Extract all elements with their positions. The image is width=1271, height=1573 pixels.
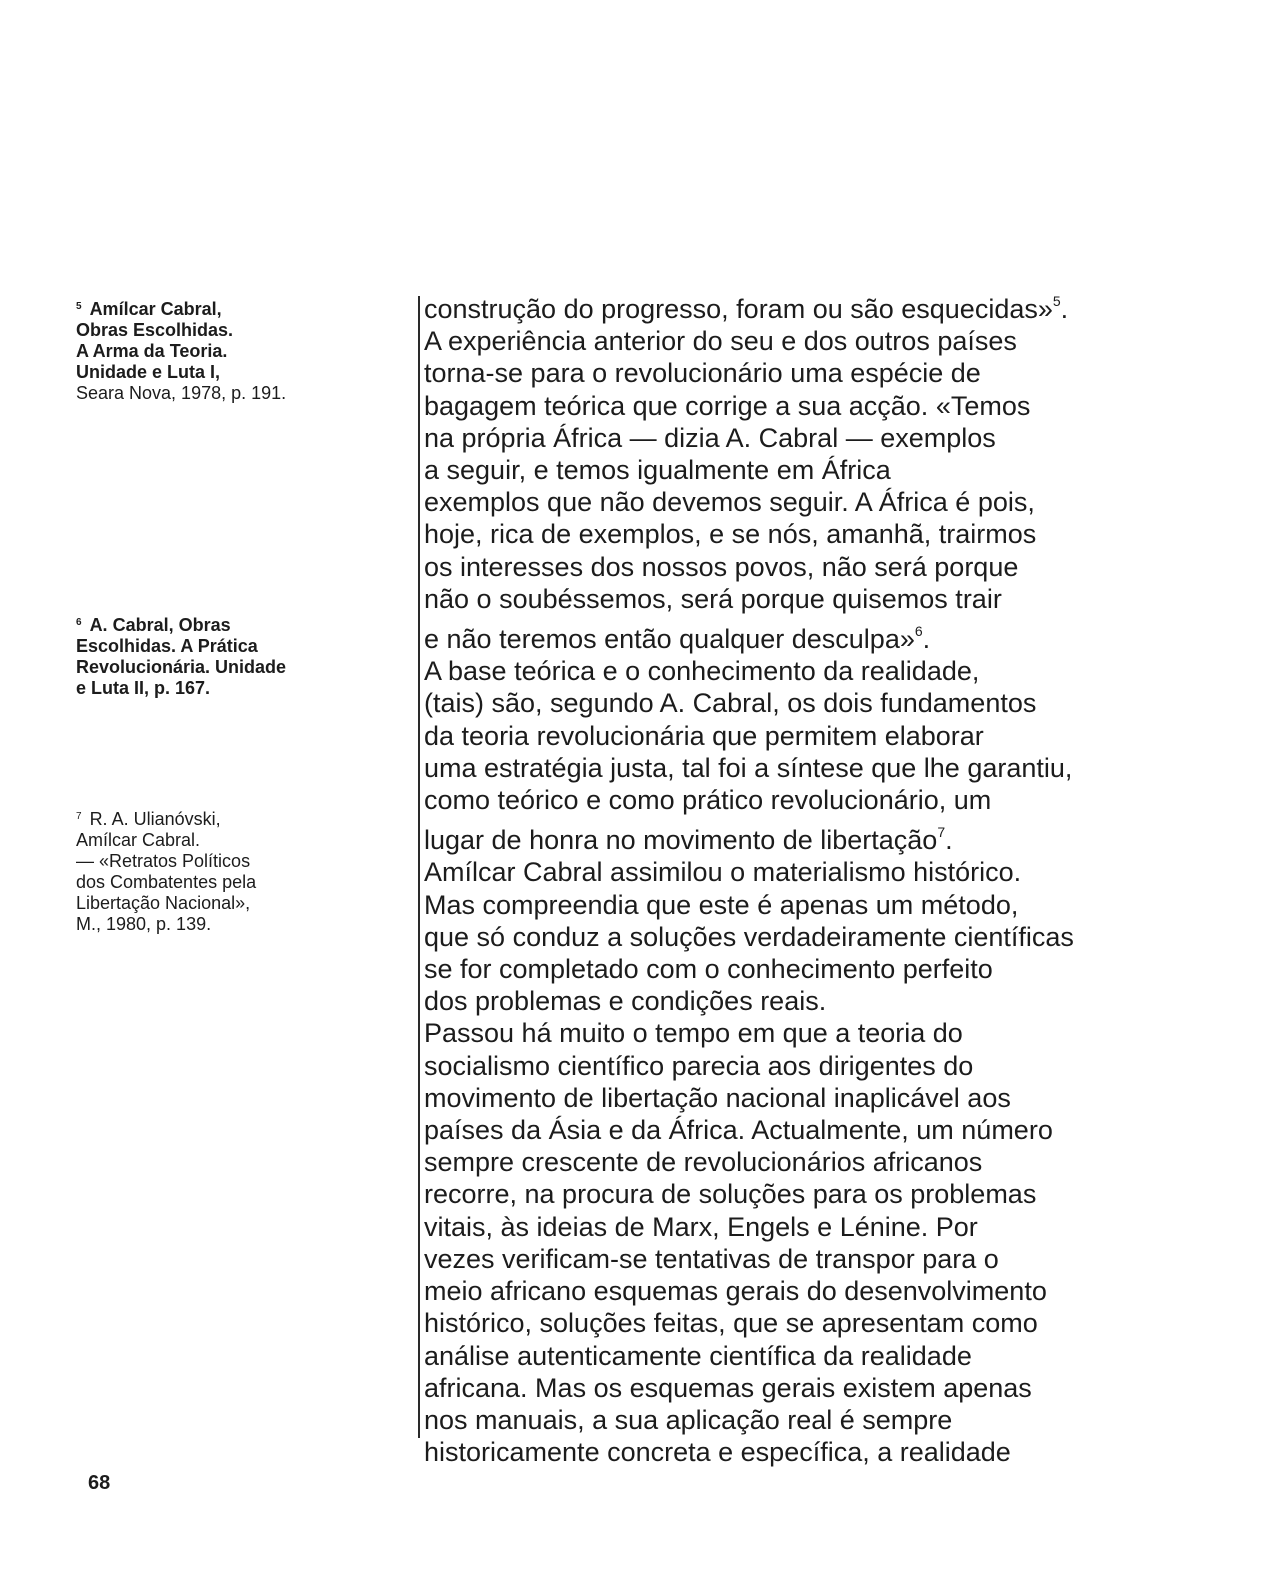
text-line-content: Amílcar Cabral assimilou o materialismo histórico. [424, 857, 1022, 888]
text-line-content: lugar de honra no movimento de libertação [424, 825, 938, 856]
body-text [424, 285, 1244, 1468]
text-line [424, 1340, 1244, 1372]
footnote-text: e Luta II, p. 167. [76, 678, 211, 698]
text-line [424, 816, 1244, 856]
text-line-content: bagagem teórica que corrige a sua acção. «Temos [424, 390, 1031, 421]
footnote-text: Unidade e Luta I, [76, 362, 221, 382]
text-line-content: socialismo científico parecia aos dirigentes do [424, 1050, 974, 1081]
footnote-line [76, 806, 376, 830]
text-line-content: dos problemas e condições reais. [424, 986, 827, 1017]
text-line-content: A experiência anterior do seu e dos outros países [424, 326, 1017, 357]
text-line-content: na própria África — dizia A. Cabral — exemplos [424, 422, 996, 453]
text-line-content: não o soubéssemos, será porque quisemos trair [424, 583, 1002, 614]
footnote-line [76, 341, 376, 362]
text-line [424, 1146, 1244, 1178]
footnote-text: M., 1980, p. 139. [76, 914, 212, 934]
text-line-content: uma estratégia justa, tal foi a síntese que lhe garantiu, [424, 752, 1073, 783]
text-line [424, 390, 1244, 422]
text-line-content: exemplos que não devemos seguir. A África é pois, [424, 487, 1035, 518]
footnote-line [76, 296, 376, 320]
footnote-line [76, 383, 376, 404]
text-line-content: nos manuais, a sua aplicação real é sempre [424, 1404, 953, 1435]
text-line [424, 1436, 1244, 1468]
text-line-content: torna-se para o revolucionário uma espécie de [424, 358, 981, 389]
footnote-text: Obras Escolhidas. [76, 320, 234, 340]
footnote-line [76, 678, 376, 699]
footnote-text: Amílcar Cabral. [76, 830, 201, 850]
text-line-content: se for completado com o conhecimento perfeito [424, 954, 993, 985]
text-line [424, 583, 1244, 615]
text-line [424, 655, 1244, 687]
text-line [424, 1404, 1244, 1436]
text-line-content: vitais, às ideias de Marx, Engels e Lénine. Por [424, 1211, 978, 1242]
footnote-line [76, 320, 376, 341]
text-line [424, 1178, 1244, 1210]
text-line [424, 1050, 1244, 1082]
text-line [424, 752, 1244, 784]
footnote-text: Seara Nova, 1978, p. 191. [76, 383, 287, 403]
footnote-text: A. Cabral, Obras [89, 615, 231, 635]
footnote-7 [76, 806, 376, 935]
footnote-marker: 7 [76, 811, 82, 822]
footnote-line [76, 893, 376, 914]
footnote-marker: 6 [76, 617, 82, 628]
text-line-content: (tais) são, segundo A. Cabral, os dois fundamentos [424, 688, 1037, 719]
footnote-line [76, 851, 376, 872]
text-line-punctuation: . [922, 624, 931, 655]
text-line [424, 921, 1244, 953]
text-line [424, 1243, 1244, 1275]
footnote-reference: 6 [914, 623, 923, 640]
text-line-content: vezes verificam-se tentativas de transpor para o [424, 1243, 999, 1274]
footnote-text: Amílcar Cabral, [89, 299, 222, 319]
text-line [424, 856, 1244, 888]
column-divider [418, 296, 420, 1438]
text-line [424, 551, 1244, 583]
text-line [424, 285, 1244, 325]
footnote-text: R. A. Ulianóvski, [89, 809, 221, 829]
footnote-text: dos Combatentes pela [76, 872, 257, 892]
text-line [424, 985, 1244, 1017]
text-line [424, 1114, 1244, 1146]
text-line [424, 1372, 1244, 1404]
text-line-content: Passou há muito o tempo em que a teoria do [424, 1018, 963, 1049]
text-line-content: análise autenticamente científica da realidade [424, 1340, 972, 1371]
footnote-marker: 5 [76, 301, 82, 312]
footnote-6 [76, 612, 376, 699]
text-line-punctuation: . [945, 825, 953, 856]
text-line [424, 486, 1244, 518]
footnote-text: Escolhidas. A Prática [76, 636, 258, 656]
text-line-content: sempre crescente de revolucionários africanos [424, 1147, 983, 1178]
text-line [424, 422, 1244, 454]
text-line-content: meio africano esquemas gerais do desenvolvimento [424, 1276, 1047, 1307]
text-line-content: e não teremos então qualquer desculpa» [424, 624, 915, 655]
footnote-line [76, 636, 376, 657]
text-line [424, 1211, 1244, 1243]
footnote-text: — «Retratos Políticos [76, 851, 251, 871]
text-line-content: recorre, na procura de soluções para os problemas [424, 1179, 1037, 1210]
text-line-content: construção do progresso, foram ou são esquecidas» [424, 294, 1053, 324]
footnote-5 [76, 296, 376, 404]
footnote-reference: 7 [937, 824, 946, 841]
footnote-line [76, 612, 376, 636]
text-line [424, 325, 1244, 357]
page-number: 68 [88, 1472, 111, 1494]
text-line [424, 1307, 1244, 1339]
text-line-content: histórico, soluções feitas, que se apresentam como [424, 1308, 1038, 1339]
text-line-content: da teoria revolucionária que permitem elaborar [424, 720, 984, 751]
text-line-content: historicamente concreta e específica, a realidade [424, 1437, 1011, 1468]
text-line-content: os interesses dos nossos povos, não será porque [424, 551, 1019, 582]
footnote-reference: 5 [1052, 293, 1061, 309]
footnote-text: Libertação Nacional», [76, 893, 251, 913]
text-line [424, 889, 1244, 921]
text-line [424, 720, 1244, 752]
text-line-content: hoje, rica de exemplos, e se nós, amanhã, trairmos [424, 519, 1037, 550]
text-line-content: movimento de libertação nacional inaplicável aos [424, 1082, 1011, 1113]
text-line [424, 615, 1244, 655]
text-line-content: que só conduz a soluções verdadeiramente científicas [424, 921, 1074, 952]
text-line [424, 357, 1244, 389]
footnote-line [76, 872, 376, 893]
text-line-content: países da Ásia e da África. Actualmente, um número [424, 1115, 1053, 1146]
text-line-punctuation: . [1060, 294, 1069, 324]
footnote-line [76, 657, 376, 678]
footnote-line [76, 830, 376, 851]
text-line-content: africana. Mas os esquemas gerais existem apenas [424, 1372, 1032, 1403]
text-line [424, 1017, 1244, 1049]
text-line-content: como teórico e como prático revolucionário, um [424, 785, 992, 816]
text-line [424, 687, 1244, 719]
text-line-content: Mas compreendia que este é apenas um método, [424, 889, 1019, 920]
footnote-line [76, 914, 376, 935]
footnote-text: Revolucionária. Unidade [76, 657, 287, 677]
footnote-text: A Arma da Teoria. [76, 341, 228, 361]
text-line-content: A base teórica e o conhecimento da realidade, [424, 656, 980, 687]
text-line-content: a seguir, e temos igualmente em África [424, 455, 891, 486]
text-line [424, 1275, 1244, 1307]
footnote-line [76, 362, 376, 383]
text-line [424, 784, 1244, 816]
text-line [424, 518, 1244, 550]
text-line [424, 454, 1244, 486]
text-line [424, 1082, 1244, 1114]
text-line [424, 953, 1244, 985]
